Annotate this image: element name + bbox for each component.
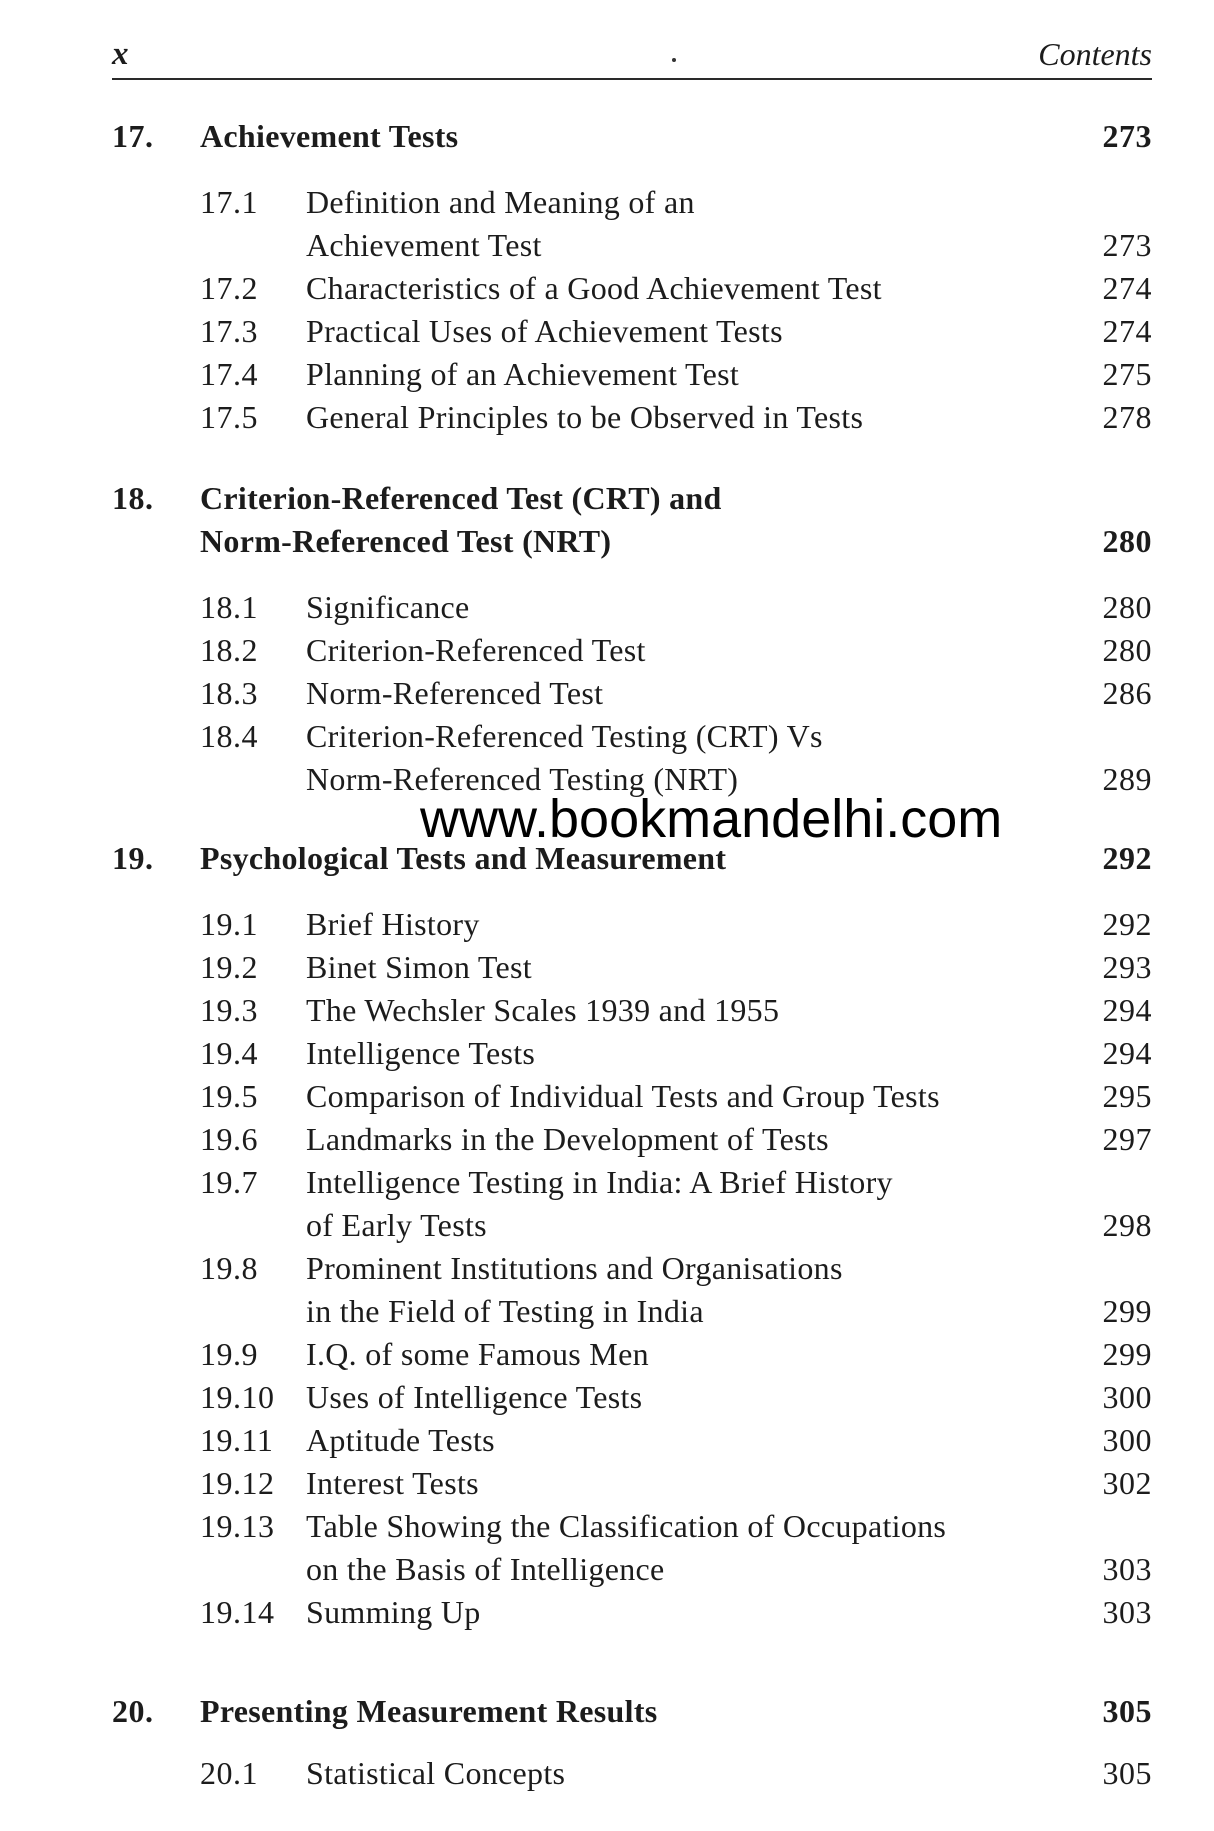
section-title: Landmarks in the Development of Tests — [306, 1121, 829, 1157]
section-number: 19.14 — [200, 1594, 275, 1630]
section-number: 19.9 — [200, 1336, 258, 1372]
section-title: Uses of Intelligence Tests — [306, 1379, 643, 1415]
section-number: 19.12 — [200, 1465, 275, 1501]
section-number: 18.4 — [200, 718, 258, 754]
section-title: Definition and Meaning of an — [306, 184, 695, 220]
chapter-page-number: 280 — [1102, 523, 1152, 559]
page-folio: x — [112, 36, 129, 72]
section-page-number: 274 — [1102, 313, 1152, 349]
header-dot — [672, 58, 676, 62]
toc-entry — [0, 313, 1214, 357]
section-title: Significance — [306, 589, 470, 625]
toc-entry — [0, 227, 1214, 271]
section-number: 19.5 — [200, 1078, 258, 1114]
toc-entry — [0, 906, 1214, 950]
toc-entry — [0, 1755, 1214, 1799]
toc-entry — [0, 399, 1214, 443]
toc-entry — [0, 718, 1214, 762]
chapter-heading — [0, 523, 1214, 567]
section-page-number: 299 — [1102, 1293, 1152, 1329]
section-number: 17.5 — [200, 399, 258, 435]
toc-entry — [0, 356, 1214, 400]
toc-entry — [0, 1379, 1214, 1423]
section-number: 19.11 — [200, 1422, 274, 1458]
chapter-page-number: 292 — [1102, 840, 1152, 876]
section-title: Criterion-Referenced Test — [306, 632, 646, 668]
section-title: Table Showing the Classification of Occupations — [306, 1508, 947, 1544]
section-title: Criterion-Referenced Testing (CRT) Vs — [306, 718, 823, 754]
toc-entry — [0, 1121, 1214, 1165]
chapter-number: 19. — [112, 840, 154, 876]
toc-entry — [0, 589, 1214, 633]
section-title: on the Basis of Intelligence — [306, 1551, 665, 1587]
section-page-number: 278 — [1102, 399, 1152, 435]
section-title: Prominent Institutions and Organisations — [306, 1250, 843, 1286]
section-number: 19.3 — [200, 992, 258, 1028]
section-number: 19.2 — [200, 949, 258, 985]
section-page-number: 294 — [1102, 1035, 1152, 1071]
toc-entry — [0, 270, 1214, 314]
chapter-title: Presenting Measurement Results — [200, 1693, 658, 1729]
section-page-number: 305 — [1102, 1755, 1152, 1791]
section-page-number: 289 — [1102, 761, 1152, 797]
section-title: Intelligence Tests — [306, 1035, 536, 1071]
toc-entry — [0, 1508, 1214, 1552]
chapter-number: 18. — [112, 480, 154, 516]
toc-entry — [0, 1594, 1214, 1638]
section-number: 19.7 — [200, 1164, 258, 1200]
toc-entry — [0, 1035, 1214, 1079]
toc-entry — [0, 1551, 1214, 1595]
chapter-number: 17. — [112, 118, 154, 154]
section-title: Practical Uses of Achievement Tests — [306, 313, 783, 349]
section-title: Interest Tests — [306, 1465, 479, 1501]
section-number: 17.3 — [200, 313, 258, 349]
section-number: 19.10 — [200, 1379, 275, 1415]
toc-entry — [0, 1465, 1214, 1509]
section-number: 19.13 — [200, 1508, 275, 1544]
section-title: General Principles to be Observed in Tests — [306, 399, 864, 435]
section-page-number: 295 — [1102, 1078, 1152, 1114]
section-title: Norm-Referenced Testing (NRT) — [306, 761, 739, 797]
section-number: 17.2 — [200, 270, 258, 306]
section-page-number: 300 — [1102, 1379, 1152, 1415]
section-title: Norm-Referenced Test — [306, 675, 604, 711]
toc-entry — [0, 675, 1214, 719]
section-page-number: 302 — [1102, 1465, 1152, 1501]
section-number: 19.4 — [200, 1035, 258, 1071]
toc-entry — [0, 1250, 1214, 1294]
running-header — [112, 32, 1152, 80]
section-page-number: 275 — [1102, 356, 1152, 392]
section-page-number: 286 — [1102, 675, 1152, 711]
section-title: Statistical Concepts — [306, 1755, 566, 1791]
toc-entry — [0, 632, 1214, 676]
section-page-number: 274 — [1102, 270, 1152, 306]
section-page-number: 303 — [1102, 1594, 1152, 1630]
chapter-heading — [0, 118, 1214, 162]
chapter-page-number: 273 — [1102, 118, 1152, 154]
section-number: 18.2 — [200, 632, 258, 668]
section-number: 20.1 — [200, 1755, 258, 1791]
section-title: Characteristics of a Good Achievement Test — [306, 270, 882, 306]
section-title: Intelligence Testing in India: A Brief History — [306, 1164, 893, 1200]
section-number: 19.1 — [200, 906, 258, 942]
toc-entry — [0, 1422, 1214, 1466]
section-number: 17.4 — [200, 356, 258, 392]
chapter-title: Norm-Referenced Test (NRT) — [200, 523, 612, 559]
chapter-title: Achievement Tests — [200, 118, 459, 154]
section-page-number: 299 — [1102, 1336, 1152, 1372]
section-title: The Wechsler Scales 1939 and 1955 — [306, 992, 780, 1028]
chapter-heading — [0, 480, 1214, 524]
section-title: Brief History — [306, 906, 480, 942]
toc-entry — [0, 949, 1214, 993]
section-page-number: 280 — [1102, 589, 1152, 625]
section-page-number: 273 — [1102, 227, 1152, 263]
section-title: Aptitude Tests — [306, 1422, 495, 1458]
chapter-heading — [0, 1693, 1214, 1737]
chapter-page-number: 305 — [1102, 1693, 1152, 1729]
toc-entry — [0, 992, 1214, 1036]
section-title: in the Field of Testing in India — [306, 1293, 704, 1329]
section-title: Comparison of Individual Tests and Group Tests — [306, 1078, 940, 1114]
chapter-number: 20. — [112, 1693, 154, 1729]
toc-entry — [0, 1078, 1214, 1122]
section-title: of Early Tests — [306, 1207, 487, 1243]
toc-entry — [0, 1207, 1214, 1251]
toc-entry — [0, 184, 1214, 228]
toc-entry — [0, 1164, 1214, 1208]
running-title: Contents — [1038, 36, 1152, 72]
section-number: 19.6 — [200, 1121, 258, 1157]
watermark-url: www.bookmandelhi.com — [420, 789, 1003, 849]
section-page-number: 293 — [1102, 949, 1152, 985]
toc-entry — [0, 1293, 1214, 1337]
section-page-number: 298 — [1102, 1207, 1152, 1243]
section-number: 19.8 — [200, 1250, 258, 1286]
section-number: 18.1 — [200, 589, 258, 625]
section-page-number: 303 — [1102, 1551, 1152, 1587]
chapter-title: Criterion-Referenced Test (CRT) and — [200, 480, 722, 516]
section-number: 17.1 — [200, 184, 258, 220]
section-page-number: 297 — [1102, 1121, 1152, 1157]
section-page-number: 300 — [1102, 1422, 1152, 1458]
section-title: I.Q. of some Famous Men — [306, 1336, 649, 1372]
section-title: Achievement Test — [306, 227, 542, 263]
chapter-title: Psychological Tests and Measurement — [200, 840, 727, 876]
section-title: Binet Simon Test — [306, 949, 532, 985]
section-number: 18.3 — [200, 675, 258, 711]
section-title: Summing Up — [306, 1594, 481, 1630]
toc-entry — [0, 1336, 1214, 1380]
section-page-number: 280 — [1102, 632, 1152, 668]
section-page-number: 294 — [1102, 992, 1152, 1028]
section-title: Planning of an Achievement Test — [306, 356, 740, 392]
section-page-number: 292 — [1102, 906, 1152, 942]
